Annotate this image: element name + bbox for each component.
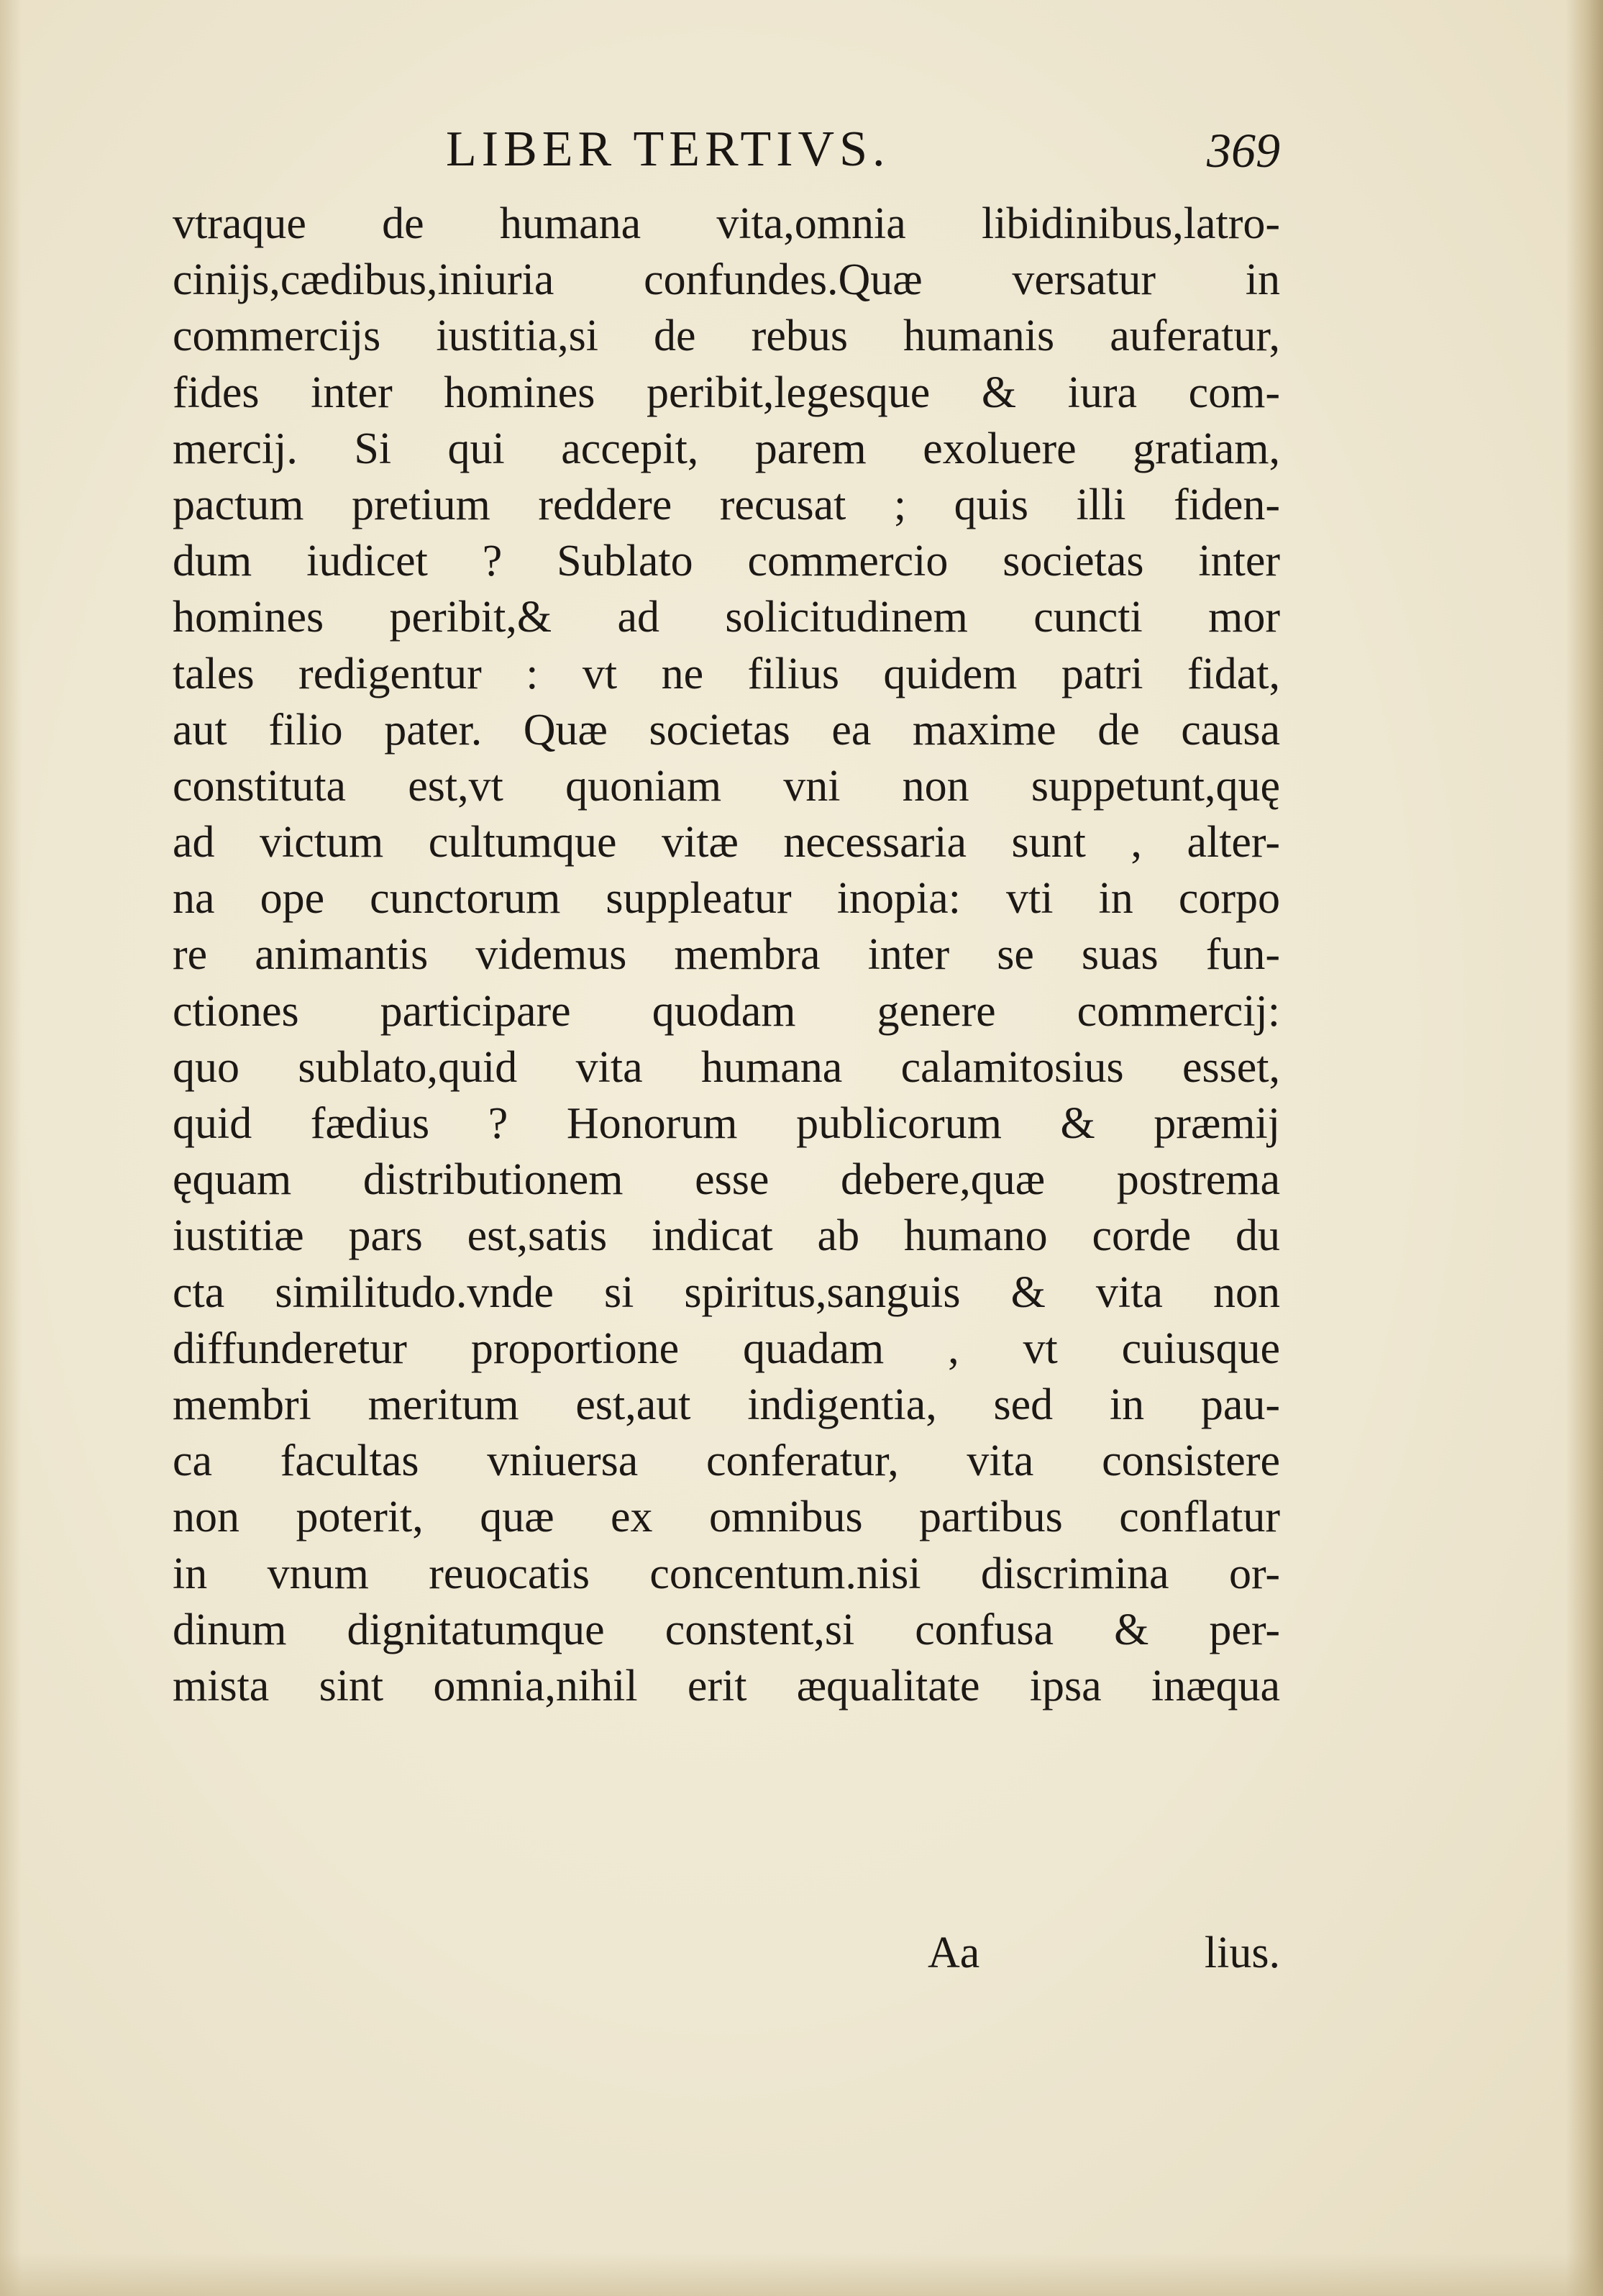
text-line: fides inter homines peribit,legesque & iura com- — [173, 368, 1280, 417]
text-line: cinijs,cædibus,iniuria confundes.Quæ versatur in — [173, 255, 1280, 305]
text-line: cta similitudo.vnde si spiritus,sanguis & vita non — [173, 1267, 1280, 1317]
text-line: dinum dignitatumque constent,si confusa & per- — [173, 1605, 1280, 1654]
text-line: ca facultas vniuersa conferatur, vita consistere — [173, 1436, 1280, 1486]
page-shadow-bottom — [0, 2253, 1603, 2296]
page-footer — [173, 1928, 1280, 1992]
text-line: non poterit, quæ ex omnibus partibus conflatur — [173, 1493, 1280, 1542]
signature-mark: Aa — [928, 1928, 980, 1977]
text-line: vtraque de humana vita,omnia libidinibus,latro- — [173, 199, 1280, 248]
text-line: na ope cunctorum suppleatur inopia: vti in corpo — [173, 874, 1280, 924]
catchword: lius. — [1204, 1928, 1280, 1977]
text-line: membri meritum est,aut indigentia, sed in pau- — [173, 1380, 1280, 1429]
text-line: mercij. Si qui accepit, parem exoluere gratiam, — [173, 424, 1280, 473]
text-line: ęquam distributionem esse debere,quæ postrema — [173, 1155, 1280, 1205]
text-line: homines peribit,& ad solicitudinem cuncti mor — [173, 593, 1280, 642]
text-line: quid fædius ? Honorum publicorum & præmij — [173, 1099, 1280, 1148]
running-head — [173, 121, 1280, 186]
text-line: ctiones participare quodam genere commercij: — [173, 986, 1280, 1036]
text-line: diffunderetur proportione quadam , vt cuiusque — [173, 1324, 1280, 1373]
text-line: in vnum reuocatis concentum.nisi discrimina or- — [173, 1549, 1280, 1598]
text-line: dum iudicet ? Sublato commercio societas inter — [173, 537, 1280, 586]
text-line: aut filio pater. Quæ societas ea maxime de causa — [173, 705, 1280, 755]
text-line: constituta est,vt quoniam vni non suppetunt,quę — [173, 761, 1280, 811]
body-text — [173, 196, 1280, 1714]
page-number: 369 — [1207, 123, 1280, 178]
text-line: mista sint omnia,nihil erit æqualitate ipsa inæqua — [173, 1661, 1280, 1710]
running-title: LIBER TERTIVS. — [446, 122, 890, 177]
text-line: iustitiæ pars est,satis indicat ab humano corde du — [173, 1211, 1280, 1261]
text-line: ad victum cultumque vitæ necessaria sunt , alter- — [173, 818, 1280, 867]
text-line: quo sublato,quid vita humana calamitosius esset, — [173, 1042, 1280, 1092]
text-line: tales redigentur : vt ne filius quidem patri fidat, — [173, 649, 1280, 698]
page-shadow-left — [0, 0, 22, 2296]
text-line: re animantis videmus membra inter se suas fun- — [173, 930, 1280, 980]
text-line: commercijs iustitia,si de rebus humanis auferatur, — [173, 311, 1280, 361]
page-shadow-right — [1566, 0, 1603, 2296]
text-line: pactum pretium reddere recusat ; quis illi fiden- — [173, 480, 1280, 529]
